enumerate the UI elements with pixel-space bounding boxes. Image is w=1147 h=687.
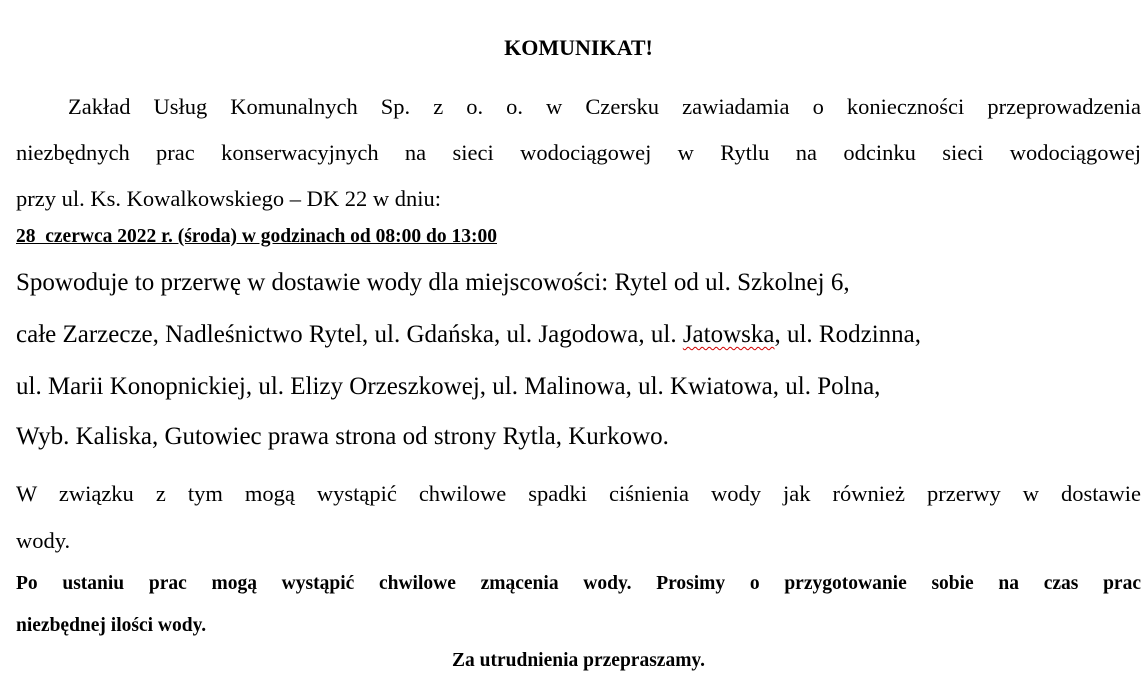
turbidity-note-line-1: Po ustaniu prac mogą wystąpić chwilowe zmącenia wody. Prosimy o przygotowanie sobie na czas prac <box>16 573 1141 594</box>
locations-line-3: ul. Marii Konopnickiej, ul. Elizy Orzeszkowej, ul. Malinowa, ul. Kwiatowa, ul. Polna, <box>16 373 881 400</box>
closing-apology: Za utrudnienia przepraszamy. <box>452 650 705 671</box>
turbidity-note-line-2: niezbędnej ilości wody. <box>16 615 207 636</box>
locations-line-2-before: całe Zarzecze, Nadleśnictwo Rytel, ul. Gdańska, ul. Jagodowa, ul. <box>16 321 683 348</box>
locations-line-4: Wyb. Kaliska, Gutowiec prawa strona od strony Rytla, Kurkowo. <box>16 423 669 450</box>
document-title: KOMUNIKAT! <box>504 35 653 60</box>
intro-line-2: niezbędnych prac konserwacyjnych na sieci wodociągowej w Rytlu na odcinku sieci wodociągowej <box>16 140 1141 165</box>
intro-line-1: Zakład Usług Komunalnych Sp. z o. o. w Czersku zawiadamia o konieczności przeprowadzenia <box>68 94 1141 119</box>
pressure-note-line-1: W związku z tym mogą wystąpić chwilowe spadki ciśnienia wody jak również przerwy w dostawie <box>16 481 1141 506</box>
locations-line-2 <box>16 318 921 352</box>
locations-line-2-after: , ul. Rodzinna, <box>774 321 921 348</box>
work-date: 28 czerwca 2022 r. (środa) w godzinach od 08:00 do 13:00 <box>16 226 497 247</box>
pressure-note-line-2: wody. <box>16 528 71 553</box>
spellcheck-flagged-word[interactable]: Jatowska <box>682 321 775 348</box>
locations-line-1: Spowoduje to przerwę w dostawie wody dla miejscowości: Rytel od ul. Szkolnej 6, <box>16 269 850 296</box>
pressure-note <box>16 470 1141 564</box>
intro-line-3: przy ul. Ks. Kowalkowskiego – DK 22 w dniu: <box>16 186 441 211</box>
turbidity-note <box>16 563 1141 647</box>
intro-paragraph <box>16 84 1141 222</box>
